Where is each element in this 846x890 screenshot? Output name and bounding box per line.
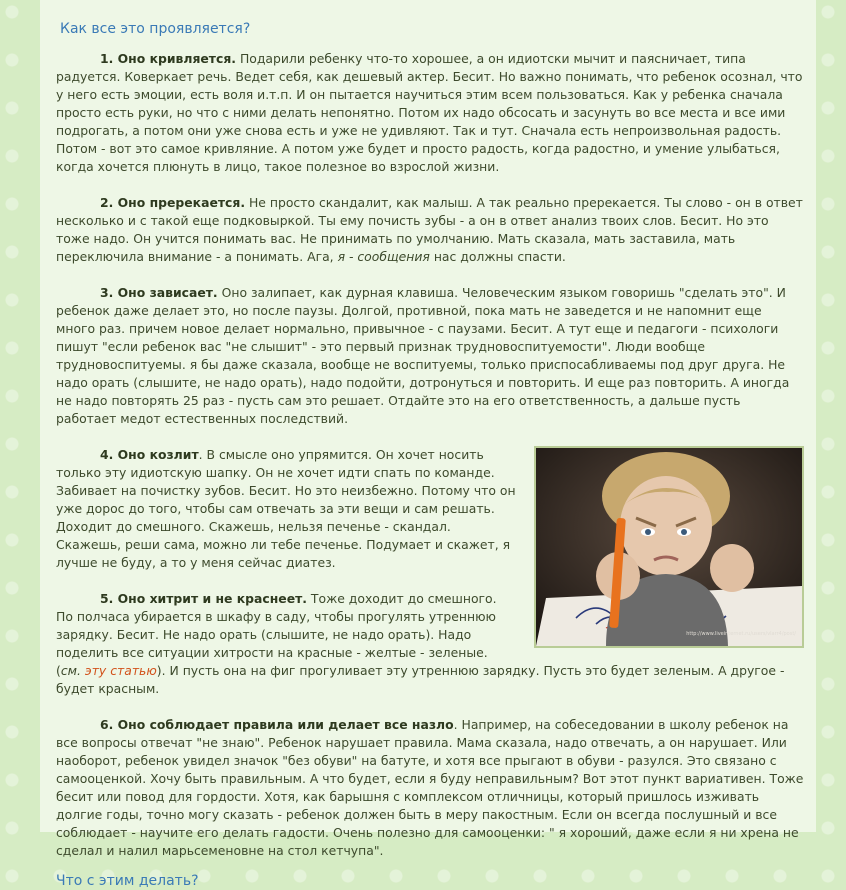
p5-text: Тоже доходит до смешного. По полчаса убирается в шкафу в саду, чтобы прогулять утреннюю зарядку. Бесит. Не надо орать (слышите, не надо орать). Надо поделить все ситуации хитрости на красные - желтые - зеленые. (	[56, 591, 497, 678]
p3-text: Оно залипает, как дурная клавиша. Человеческим языком говоришь "сделать это". И ребенок даже делает это, но после паузы. Долгой, противной, пока мать не заведется и не напомнит еще много раз. причем новое делает нормально, привычное - с паузами. Бесит. А тут еще и педагоги - психологи пишут "если ребенок вас "не слышит" - это первый признак трудновоспитуемости". Люди вообще трудновоспитуемы. я бы даже сказала, вообще не воспитуемы, только приспосабливаемы под друг друга. Не надо орать (слышите, не надо орать), надо подойти, дотронуться и повторить. И еще раз повторить. А иногда не надо повторять 25 раз - пусть сам это решает. Отдайте это на его ответственность, а дальше пусть работает медот естественных последствий.	[56, 285, 790, 426]
p6-text: . Например, на собеседовании в школу ребенок на все вопросы отвечат "не знаю". Ребенок нарушает правила. Мама сказала, надо отвечать, а он нарушает. Или наоборот, ребенок увидел значок "без обуви" на батуте, и хотя все прыгают в обуви - разулся. Это связано с самооценкой. Хочу быть правильным. А что будет, если я буду неправильным? Вот этот пункт вариативен. Тоже бесит или повод для гордости. Хотя, как барышня с комплексом отличницы, который пришлось изживать долгие годы, точно могу сказать - ребенок должен быть в меру пакостным. Если он всегда послушный и все соблюдает - научите его делать гадости. Очень полезно для самооценки: " я хороший, даже если я ни хрена не сделал и налил марьсеменовне на стол кетчупа".	[56, 717, 804, 858]
p5-see: см.	[60, 663, 81, 678]
paragraph-1	[56, 50, 804, 176]
angry-child-drawing-photo	[534, 446, 804, 648]
p2-title: 2. Оно пререкается.	[100, 195, 246, 210]
paragraph-2	[56, 194, 804, 266]
paragraph-3	[56, 284, 804, 428]
p1-title: 1. Оно кривляется.	[100, 51, 236, 66]
p4-title: 4. Оно козлит	[100, 447, 199, 462]
p1-text: Подарили ребенку что-то хорошее, а он идиотски мычит и паясничает, типа радуется. Коверкает речь. Ведет себя, как дешевый актер. Бесит. Но важно понимать, что ребенок осознал, что у него есть эмоции, есть воля и.т.п. И он пытается научиться этим всем пользоваться. Как у ребенка сначала просто есть руки, но что с ними делать непонятно. Потом их надо обсосать и засунуть во все места и все ими подрогать, а потом они уже снова есть и уже не удивляют. Так и тут. Сначала есть непроизвольная радость. Потом - вот это самое кривляние. А потом уже будет и просто радость, когда радостно, и умение улыбаться, когда хочется плюнуть в лицо, такое полезное во взрослой жизни.	[56, 51, 803, 174]
p5-title: 5. Оно хитрит и не краснеет.	[100, 591, 307, 606]
p4-text: . В смысле оно упрямится. Он хочет носить только эту идиотскую шапку. Он не хочет идти спать по команде. Забивает на почистку зубов. Бесит. Но это неизбежно. Потому что он уже дорос до того, чтобы сам отвечать за эти вещи и сам решать. Доходит до смешного. Скажешь, нельзя печенье - скандал. Скажешь, реши сама, можно ли тебе печенье. Подумает и скажет, я лучше не буду, а то у меня сейчас диатез.	[56, 447, 516, 570]
next-section-heading: Что с этим делать?	[56, 873, 199, 889]
paragraph-6	[56, 716, 804, 860]
p2-tail: нас должны спасти.	[429, 249, 566, 264]
p6-title: 6. Оно соблюдает правила или делает все назло	[100, 717, 454, 732]
photo-illustration	[536, 448, 802, 646]
p5-close: ). И пусть она на фиг прогуливает эту утреннюю зарядку. Пусть это будет зеленым. А другое - будет красным.	[56, 663, 785, 696]
section-heading: Как все это проявляется?	[60, 21, 251, 37]
p2-italic: я - сообщения	[337, 249, 430, 264]
p3-title: 3. Оно зависает.	[100, 285, 218, 300]
p2-text: Не просто скандалит, как малыш. А так реально пререкается. Ты слово - он в ответ несколько и с такой еще подковыркой. Ты ему почисть зубы - а он в ответ анализ твоих слов. Бесит. Но это тоже надо. Он учится понимать вас. Не принимать по умолчанию. Мать сказала, мать заставила, мать переключила внимание - а понимать. Ага,	[56, 195, 803, 264]
article-link[interactable]: эту статью	[84, 663, 157, 678]
photo-credit: http://www.liveinternet.ru/users/vlarr4/post/	[686, 631, 796, 637]
article-content	[40, 0, 816, 889]
